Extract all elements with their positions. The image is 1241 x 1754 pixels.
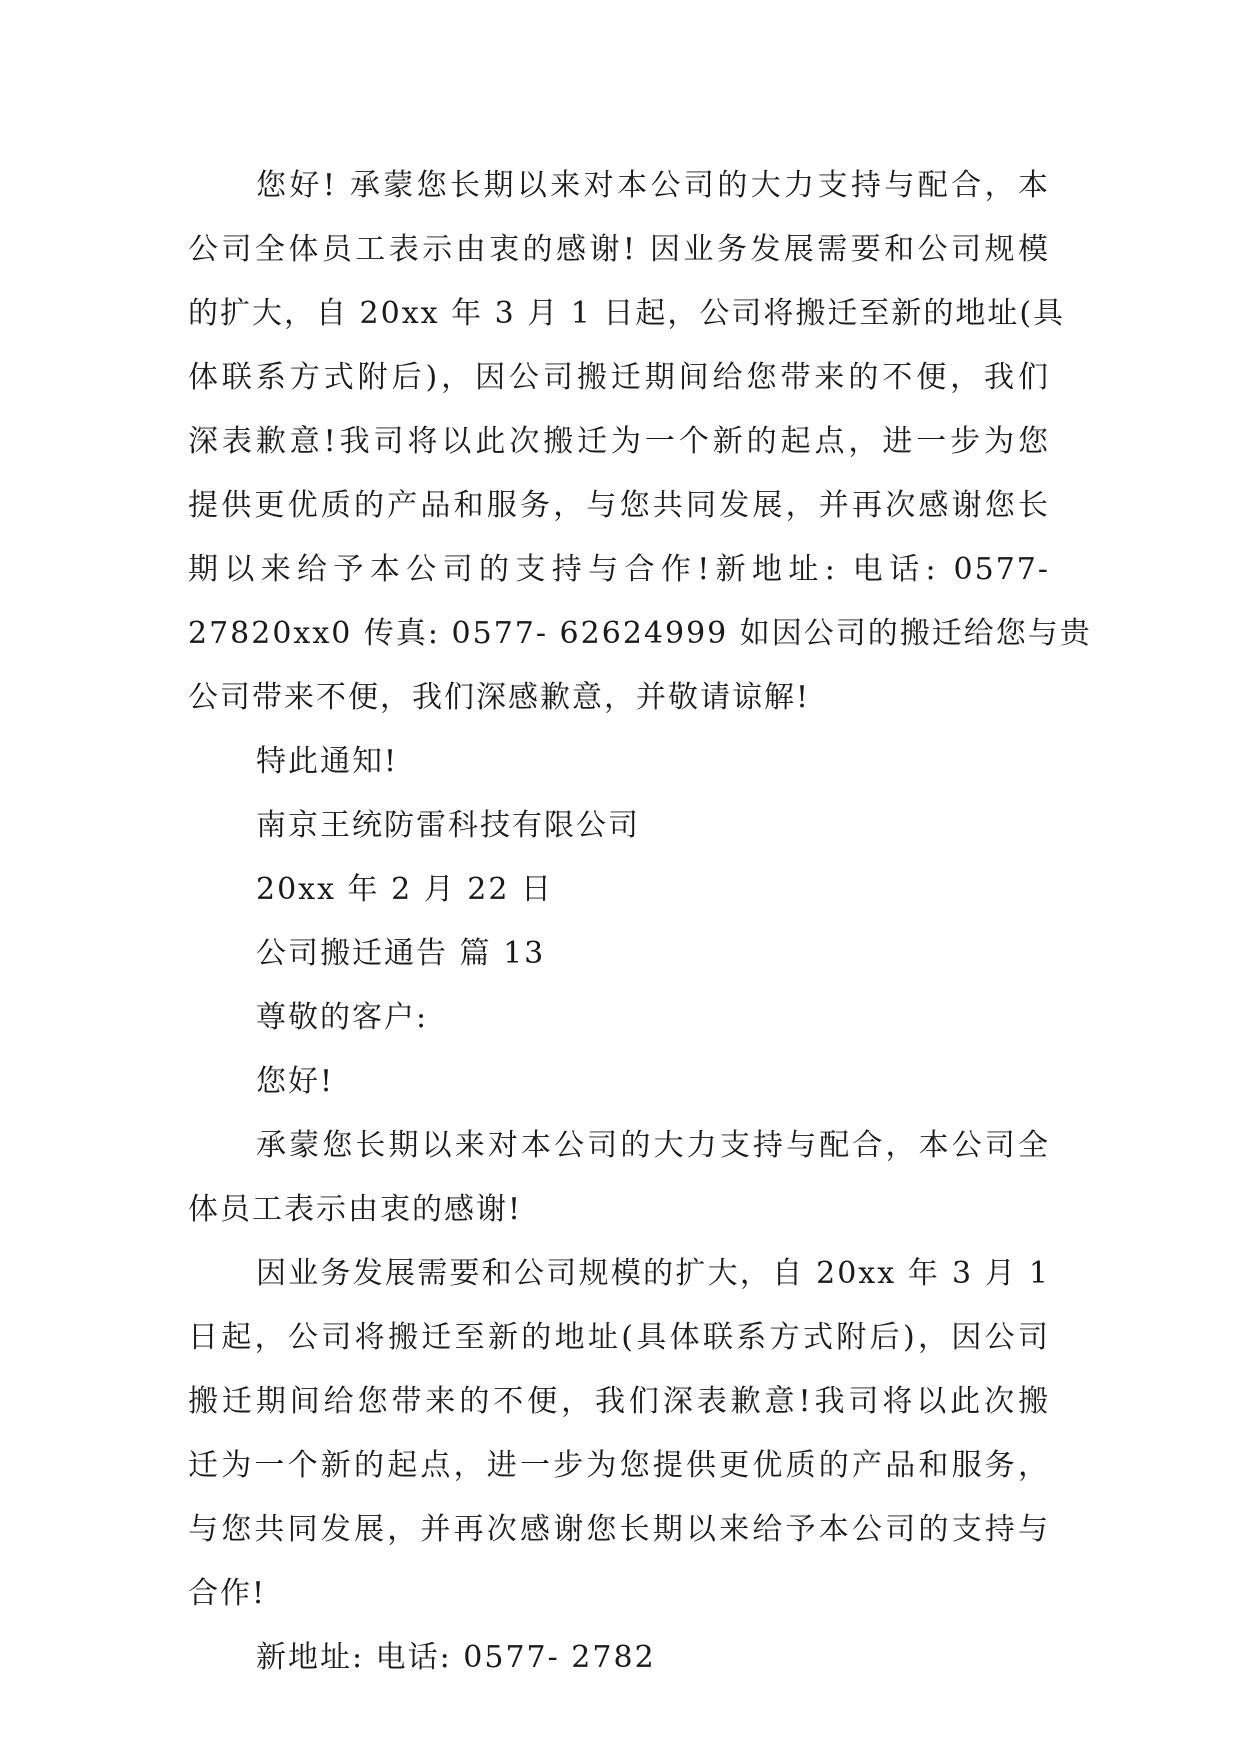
text-line: 南京王统防雷科技有限公司 [256, 808, 640, 843]
text-line: 27820xx0 传真: 0577- 62624999 如因公司的搬迁给您与贵 [188, 616, 1092, 651]
text-line: 的扩大，自 20xx 年 3 月 1 日起，公司将搬迁至新的地址(具 [188, 296, 1066, 331]
text-line: 公司全体员工表示由衷的感谢! 因业务发展需要和公司规模 [188, 232, 1050, 267]
document-body [188, 154, 1092, 1690]
text-line: 尊敬的客户: [256, 1000, 429, 1035]
text-line: 特此通知! [256, 744, 399, 779]
text-line: 体员工表示由衷的感谢! [188, 1192, 523, 1227]
text-line: 日起，公司将搬迁至新的地址(具体联系方式附后)，因公司 [188, 1320, 1050, 1355]
text-line: 与您共同发展，并再次感谢您长期以来给予本公司的支持与 [188, 1512, 1050, 1547]
text-line: 您好! [256, 1064, 335, 1099]
text-line: 迁为一个新的起点，进一步为您提供更优质的产品和服务， [188, 1448, 1050, 1483]
text-line: 期以来给予本公司的支持与合作!新地址: 电话: 0577- [188, 552, 1050, 587]
text-line: 因业务发展需要和公司规模的扩大，自 20xx 年 3 月 1 [256, 1256, 1050, 1291]
text-line: 20xx 年 2 月 22 日 [256, 872, 553, 907]
text-line: 搬迁期间给您带来的不便，我们深表歉意!我司将以此次搬 [188, 1384, 1050, 1419]
text-line: 深表歉意!我司将以此次搬迁为一个新的起点，进一步为您 [188, 424, 1050, 459]
text-line: 提供更优质的产品和服务，与您共同发展，并再次感谢您长 [188, 488, 1050, 523]
text-line: 公司搬迁通告 篇 13 [256, 936, 546, 971]
text-line: 您好! 承蒙您长期以来对本公司的大力支持与配合，本 [256, 168, 1050, 203]
text-line: 体联系方式附后)，因公司搬迁期间给您带来的不便，我们 [188, 360, 1050, 395]
text-line: 公司带来不便，我们深感歉意，并敬请谅解! [188, 680, 811, 715]
text-line: 新地址: 电话: 0577- 2782 [256, 1640, 656, 1675]
text-line: 承蒙您长期以来对本公司的大力支持与配合，本公司全 [256, 1128, 1050, 1163]
text-line: 合作! [188, 1576, 267, 1611]
